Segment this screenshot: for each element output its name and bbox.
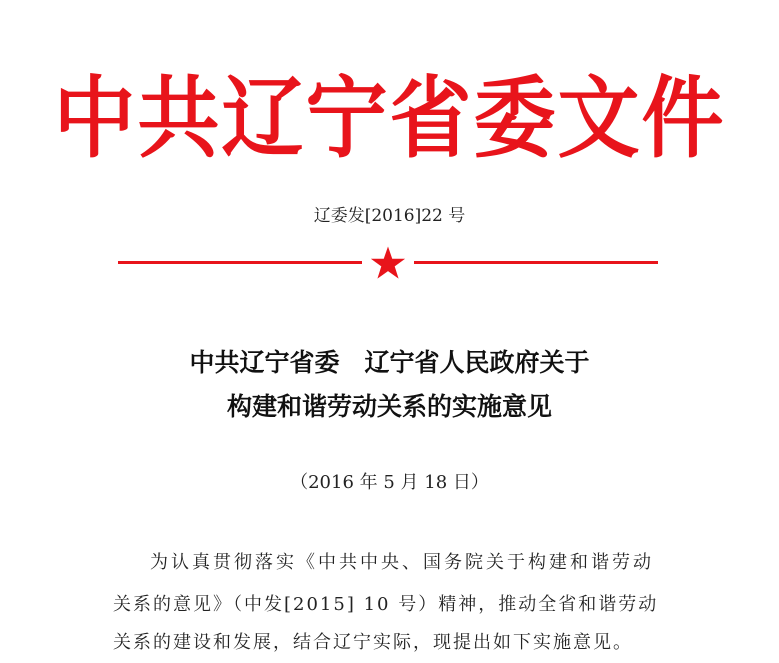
document-number: 辽委发[2016]22 号 — [313, 206, 466, 226]
red-divider-left — [118, 261, 362, 264]
document-title-line-1: 中共辽宁省委 辽宁省人民政府关于 — [189, 348, 590, 377]
document-title-line-2: 构建和谐劳动关系的实施意见 — [226, 392, 552, 421]
body-line: 关系的建设和发展，结合辽宁实际，现提出如下实施意见。 — [113, 632, 633, 653]
star-icon — [370, 245, 406, 281]
document-date: （2016 年 5 月 18 日） — [290, 472, 489, 493]
body-line: 为认真贯彻落实《中共中央、国务院关于构建和谐劳动 — [150, 552, 654, 573]
body-line: 关系的意见》（中发[2015] 10 号）精神，推动全省和谐劳动 — [113, 594, 659, 615]
masthead-title: 中共辽宁省委文件 — [53, 68, 726, 171]
red-divider-right — [414, 261, 658, 264]
